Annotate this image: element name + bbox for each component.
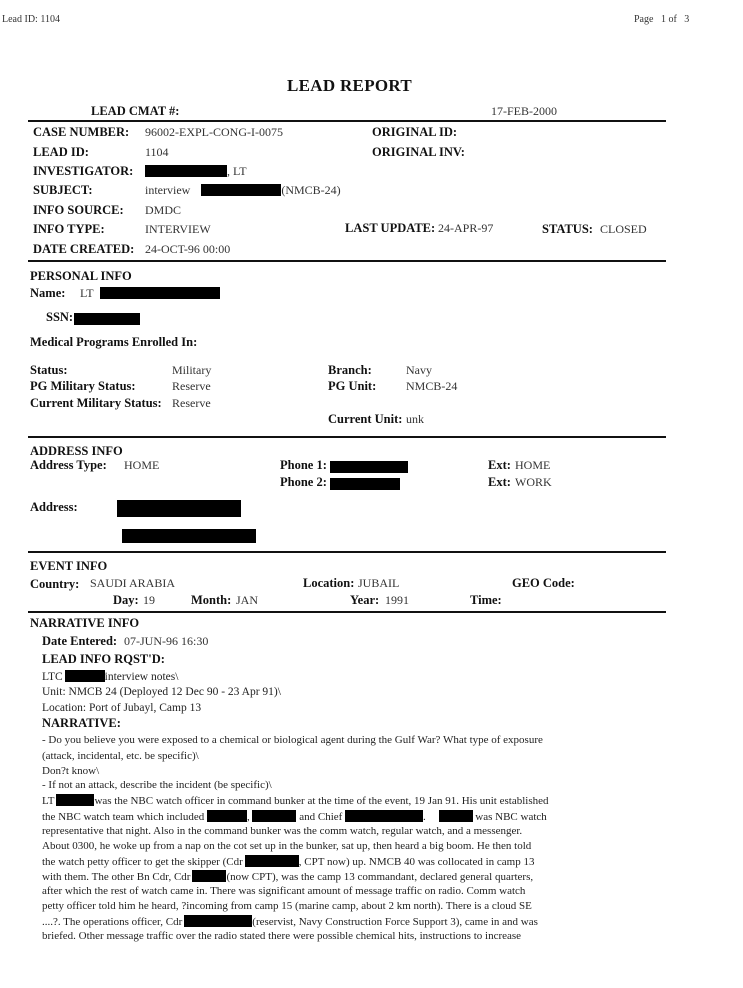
country: SAUDI ARABIA bbox=[90, 576, 176, 590]
header-lead-id: Lead ID: 1104 bbox=[2, 14, 60, 25]
unit-line: Unit: NMCB 24 (Deployed 12 Dec 90 - 23 Apr 91)\ bbox=[42, 686, 281, 698]
name-label: Name: bbox=[30, 286, 66, 300]
address-type-label: Address Type: bbox=[30, 458, 107, 472]
redaction-block bbox=[145, 165, 227, 177]
redaction-block bbox=[74, 313, 140, 325]
narrative-line: after which the rest of watch came in. There was significant amount of message traffic on radio. Comm watch bbox=[42, 885, 526, 897]
pg-status-label: PG Military Status: bbox=[30, 379, 136, 393]
narrative-fragment: ....?. The operations officer, Cdr bbox=[42, 916, 183, 928]
narrative-fragment: was the NBC watch officer in command bunker at the time of the event, 19 Jan 91. His unit established bbox=[94, 795, 549, 807]
narrative-line: - Do you believe you were exposed to a chemical or biological agent during the Gulf War? What type of exposure bbox=[42, 734, 543, 746]
divider bbox=[28, 120, 666, 122]
redaction-block bbox=[330, 461, 408, 473]
case-number-label: CASE NUMBER: bbox=[33, 125, 130, 139]
lead-info-rqstd-label: LEAD INFO RQST'D: bbox=[42, 652, 165, 666]
address-line-2 bbox=[122, 528, 256, 546]
name-prefix: LT bbox=[80, 286, 94, 300]
address-info-heading: ADDRESS INFO bbox=[30, 444, 123, 458]
narrative-line: Don?t know\ bbox=[42, 765, 100, 777]
day-label: Day: bbox=[113, 593, 139, 607]
subject-label: SUBJECT: bbox=[33, 183, 93, 197]
status-label: STATUS: bbox=[542, 222, 593, 236]
date-entered: 07-JUN-96 16:30 bbox=[124, 634, 209, 648]
redaction-block bbox=[439, 810, 473, 822]
narrative-line bbox=[42, 810, 547, 823]
ext2-label: Ext: bbox=[488, 475, 511, 489]
redaction-block bbox=[65, 670, 105, 682]
ext1-value: HOME bbox=[515, 458, 551, 472]
redaction-block bbox=[192, 870, 226, 882]
redaction-block bbox=[100, 287, 220, 299]
narrative-fragment: , CPT now) up. NMCB 40 was collocated in camp 13 bbox=[298, 856, 535, 868]
narrative-line: About 0300, he woke up from a nap on the cot set up in the bunker, sat up, then heard a big boom. He then told bbox=[42, 840, 532, 852]
report-date: 17-FEB-2000 bbox=[491, 104, 557, 118]
redaction-block bbox=[252, 810, 296, 822]
ltc-prefix: LTC bbox=[42, 671, 63, 683]
narrative-fragment: the NBC watch team which included bbox=[42, 811, 205, 823]
personal-info-heading: PERSONAL INFO bbox=[30, 269, 132, 283]
branch: Navy bbox=[406, 363, 432, 377]
subject-prefix: interview bbox=[145, 183, 191, 197]
info-source-label: INFO SOURCE: bbox=[33, 203, 124, 217]
narrative-line bbox=[42, 870, 533, 883]
info-type: INTERVIEW bbox=[145, 222, 211, 236]
divider bbox=[28, 260, 666, 262]
original-id-label: ORIGINAL ID: bbox=[372, 125, 458, 139]
pg-status: Reserve bbox=[172, 379, 211, 393]
year-label: Year: bbox=[350, 593, 380, 607]
narrative-line: (attack, incidental, etc. be specific)\ bbox=[42, 750, 199, 762]
address-label: Address: bbox=[30, 500, 78, 514]
divider bbox=[28, 436, 666, 438]
report-title: LEAD REPORT bbox=[287, 76, 413, 95]
redaction-block bbox=[122, 529, 256, 543]
divider bbox=[28, 611, 666, 613]
narrative-fragment: (reservist, Navy Construction Force Support 3), came in and was bbox=[252, 916, 538, 928]
year: 1991 bbox=[385, 593, 409, 607]
time-label: Time: bbox=[470, 593, 502, 607]
narrative-fragment: LT bbox=[42, 795, 55, 807]
info-type-label: INFO TYPE: bbox=[33, 222, 105, 236]
redaction-block bbox=[345, 810, 423, 822]
narrative-fragment: (now CPT), was the camp 13 commandant, declared general quarters, bbox=[226, 871, 534, 883]
narrative-fragment: the watch petty officer to get the skipper (Cdr bbox=[42, 856, 243, 868]
investigator-label: INVESTIGATOR: bbox=[33, 164, 134, 178]
redaction-block bbox=[330, 478, 400, 490]
location: JUBAIL bbox=[358, 576, 400, 590]
narrative-label: NARRATIVE: bbox=[42, 716, 121, 730]
ssn-value bbox=[74, 310, 140, 328]
phone1-label: Phone 1: bbox=[280, 458, 327, 472]
date-entered-label: Date Entered: bbox=[42, 634, 118, 648]
current-unit: unk bbox=[406, 412, 424, 426]
narrative-fragment: . bbox=[423, 811, 426, 823]
page-indicator bbox=[634, 14, 689, 25]
pg-unit: NMCB-24 bbox=[406, 379, 458, 393]
narrative-line: - If not an attack, describe the incident (be specific)\ bbox=[42, 779, 272, 791]
date-created: 24-OCT-96 00:00 bbox=[145, 242, 231, 256]
redaction-block bbox=[245, 855, 299, 867]
status-value: CLOSED bbox=[600, 222, 647, 236]
subject-suffix: (NMCB-24) bbox=[281, 183, 341, 197]
cmat-label: LEAD CMAT #: bbox=[91, 104, 180, 118]
page-label: Page bbox=[634, 14, 654, 25]
ext1-label: Ext: bbox=[488, 458, 511, 472]
current-status: Reserve bbox=[172, 396, 211, 410]
branch-label: Branch: bbox=[328, 363, 372, 377]
location-line: Location: Port of Jubayl, Camp 13 bbox=[42, 702, 202, 714]
current-unit-label: Current Unit: bbox=[328, 412, 403, 426]
narrative-fragment: with them. The other Bn Cdr, Cdr bbox=[42, 871, 191, 883]
current-status-label: Current Military Status: bbox=[30, 396, 162, 410]
page-of: of bbox=[668, 14, 677, 25]
month-label: Month: bbox=[191, 593, 232, 607]
last-update: 24-APR-97 bbox=[438, 221, 494, 235]
address-type: HOME bbox=[124, 458, 160, 472]
narrative-line bbox=[42, 794, 549, 807]
mil-status-label: Status: bbox=[30, 363, 68, 377]
narrative-line: petty officer told him he heard, ?incoming from camp 15 (marine camp, about 2 km north). There is a cloud SE bbox=[42, 900, 532, 912]
month: JAN bbox=[236, 593, 259, 607]
name-value bbox=[80, 286, 220, 301]
redaction-block bbox=[184, 915, 252, 927]
country-label: Country: bbox=[30, 577, 80, 591]
investigator-rank: , LT bbox=[227, 164, 247, 178]
redaction-block bbox=[207, 810, 247, 822]
geo-code-label: GEO Code: bbox=[512, 576, 575, 590]
mil-status: Military bbox=[172, 363, 212, 377]
lead-id: 1104 bbox=[145, 145, 169, 159]
day: 19 bbox=[143, 593, 155, 607]
redaction-block bbox=[117, 500, 241, 517]
narrative-line bbox=[42, 855, 534, 868]
medical-programs-label: Medical Programs Enrolled In: bbox=[30, 335, 198, 349]
pg-unit-label: PG Unit: bbox=[328, 379, 377, 393]
narrative-line bbox=[42, 915, 538, 928]
redaction-block bbox=[201, 184, 281, 196]
subject bbox=[145, 183, 341, 198]
narrative-fragment: , bbox=[246, 811, 250, 823]
event-info-heading: EVENT INFO bbox=[30, 559, 108, 573]
investigator bbox=[145, 164, 247, 179]
ltc-line bbox=[42, 670, 178, 683]
narrative-fragment: was NBC watch bbox=[475, 811, 547, 823]
narrative-line: briefed. Other message traffic over the radio stated there were possible chemical hits, instructions to increase bbox=[42, 930, 522, 942]
narrative-info-heading: NARRATIVE INFO bbox=[30, 616, 140, 630]
page-total: 3 bbox=[684, 14, 690, 25]
ssn-label: SSN: bbox=[46, 310, 74, 324]
ext2-value: WORK bbox=[515, 475, 552, 489]
info-source: DMDC bbox=[145, 203, 182, 217]
case-number: 96002-EXPL-CONG-I-0075 bbox=[145, 125, 283, 139]
redaction-block bbox=[56, 794, 94, 806]
phone1-value bbox=[330, 458, 408, 476]
phone2-label: Phone 2: bbox=[280, 475, 327, 489]
page-number: 1 bbox=[660, 14, 666, 25]
narrative-line: representative that night. Also in the command bunker was the comm watch, regular watch, and a messenger. bbox=[42, 825, 523, 837]
ltc-suffix: interview notes\ bbox=[104, 671, 179, 683]
location-label: Location: bbox=[303, 576, 355, 590]
narrative-fragment: and Chief bbox=[299, 811, 343, 823]
phone2-value bbox=[330, 475, 400, 493]
last-update-label: LAST UPDATE: bbox=[345, 221, 436, 235]
date-created-label: DATE CREATED: bbox=[33, 242, 135, 256]
divider bbox=[28, 551, 666, 553]
original-inv-label: ORIGINAL INV: bbox=[372, 145, 465, 159]
lead-id-label: LEAD ID: bbox=[33, 145, 89, 159]
address-line-1 bbox=[117, 500, 241, 520]
